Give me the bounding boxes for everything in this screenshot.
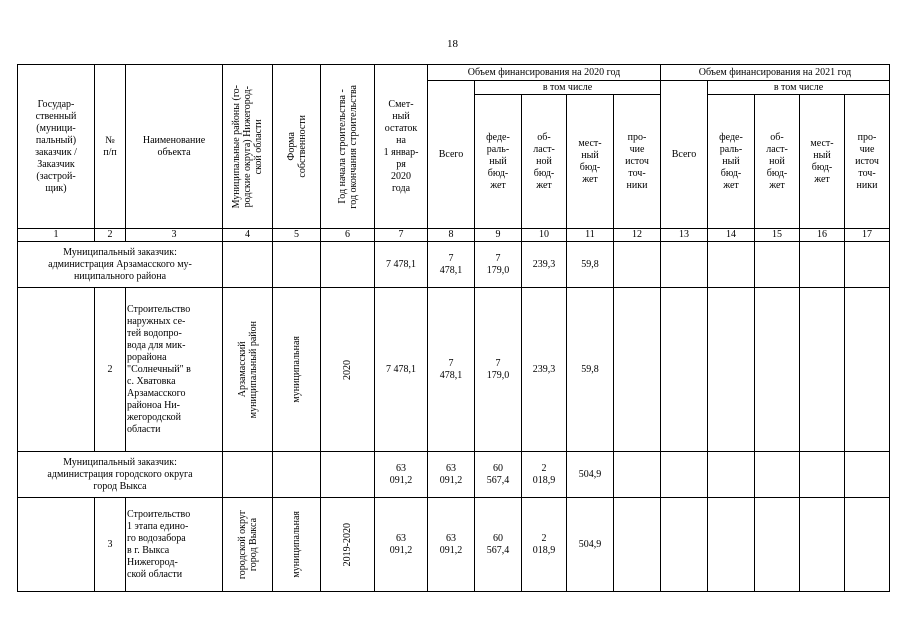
col-number: 5: [273, 229, 321, 242]
col-number: 17: [845, 229, 890, 242]
total-cell: 7 478,1: [428, 288, 475, 452]
col-number: 2: [95, 229, 126, 242]
local-cell: 504,9: [567, 498, 614, 592]
district-cell: Арзамасский муниципальный район: [223, 288, 273, 452]
federal-cell: 60 567,4: [475, 452, 522, 498]
customer-cell: Муниципальный заказчик: администрация Арзамасского му- ниципального района: [18, 242, 223, 288]
col-number: 7: [375, 229, 428, 242]
header-ownership: Форма собственности: [273, 65, 321, 229]
customer-cell: Муниципальный заказчик: администрация городского округа город Выкса: [18, 452, 223, 498]
object-cell: Строительство 1 этапа едино- го водозабора в г. Выкса Нижегород- ской области: [126, 498, 223, 592]
col-number: 12: [614, 229, 661, 242]
total-cell: 63 091,2: [428, 498, 475, 592]
regional-cell: 2 018,9: [522, 452, 567, 498]
table-row: [18, 242, 890, 288]
header-regional-2021: об- ласт- ной бюд- жет: [755, 95, 800, 229]
local-cell: 59,8: [567, 288, 614, 452]
header-incl-2021: в том числе: [708, 81, 890, 95]
header-total-2021: Всего: [661, 81, 708, 229]
balance-cell: 63 091,2: [375, 452, 428, 498]
years-cell: 2020: [321, 288, 375, 452]
col-number: 9: [475, 229, 522, 242]
table-row: [18, 498, 890, 592]
local-cell: 59,8: [567, 242, 614, 288]
col-number: 11: [567, 229, 614, 242]
page-number: 18: [447, 38, 458, 50]
num-cell: 2: [95, 288, 126, 452]
column-number-row: [18, 229, 890, 242]
header-regional-2020: об- ласт- ной бюд- жет: [522, 95, 567, 229]
col-number: 1: [18, 229, 95, 242]
regional-cell: 2 018,9: [522, 498, 567, 592]
header-total-2020: Всего: [428, 81, 475, 229]
federal-cell: 7 179,0: [475, 242, 522, 288]
header-local-2021: мест- ный бюд- жет: [800, 95, 845, 229]
header-customer: Государ- ственный (муници- пальный) заказчик / Заказчик (застрой- щик): [18, 65, 95, 229]
financing-table: [17, 64, 890, 592]
balance-cell: 63 091,2: [375, 498, 428, 592]
balance-cell: 7 478,1: [375, 288, 428, 452]
num-cell: 3: [95, 498, 126, 592]
local-cell: 504,9: [567, 452, 614, 498]
header-federal-2020: федe- раль- ный бюд- жет: [475, 95, 522, 229]
col-number: 13: [661, 229, 708, 242]
header-incl-2020: в том числе: [475, 81, 661, 95]
col-number: 6: [321, 229, 375, 242]
col-number: 15: [755, 229, 800, 242]
col-number: 14: [708, 229, 755, 242]
ownership-cell: муниципальная: [273, 498, 321, 592]
col-number: 3: [126, 229, 223, 242]
col-number: 10: [522, 229, 567, 242]
header-other-2020: про- чие источ точ- ники: [614, 95, 661, 229]
district-cell: городской округ город Выкса: [223, 498, 273, 592]
balance-cell: 7 478,1: [375, 242, 428, 288]
header-object-name: Наименование объекта: [126, 65, 223, 229]
header-federal-2021: федe- раль- ный бюд- жет: [708, 95, 755, 229]
header-local-2020: мест- ный бюд- жет: [567, 95, 614, 229]
regional-cell: 239,3: [522, 242, 567, 288]
header-fin-2021: Объем финансирования на 2021 год: [661, 65, 890, 81]
col-number: 8: [428, 229, 475, 242]
total-cell: 63 091,2: [428, 452, 475, 498]
col-number: 4: [223, 229, 273, 242]
regional-cell: 239,3: [522, 288, 567, 452]
total-cell: 7 478,1: [428, 242, 475, 288]
header-balance: Смет- ный остаток на 1 январ- ря 2020 года: [375, 65, 428, 229]
table-row: [18, 288, 890, 452]
federal-cell: 60 567,4: [475, 498, 522, 592]
header-years: Год начала строительства - год окончания строительства: [321, 65, 375, 229]
ownership-cell: муниципальная: [273, 288, 321, 452]
header-other-2021: про- чие источ точ- ники: [845, 95, 890, 229]
years-cell: 2019-2020: [321, 498, 375, 592]
col-number: 16: [800, 229, 845, 242]
header-fin-2020: Объем финансирования на 2020 год: [428, 65, 661, 81]
federal-cell: 7 179,0: [475, 288, 522, 452]
object-cell: Строительство наружных се- тей водопро- вода для мик- рорайона "Солнечный" в с. Хватовка Арзамасского районоа Ни- жегородской области: [126, 288, 223, 452]
header-num: № п/п: [95, 65, 126, 229]
header-districts: Муниципальные районы (го- родские округа) Нижегород- ской области: [223, 65, 273, 229]
table-row: [18, 452, 890, 498]
